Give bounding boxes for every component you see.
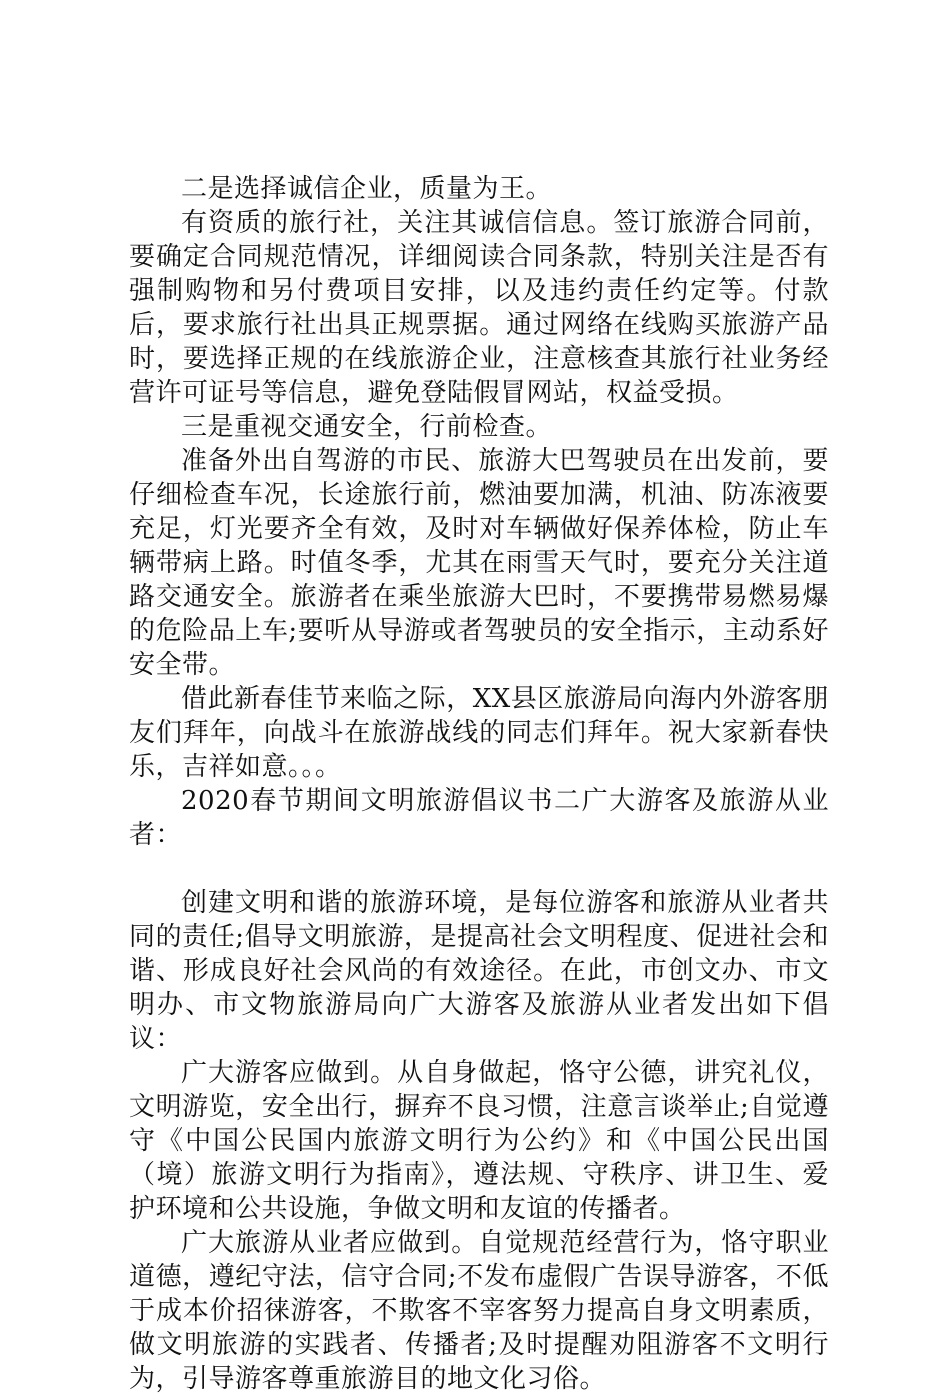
paragraph-proposal-heading: 2020春节期间文明旅游倡议书二广大游客及旅游从业者： <box>129 786 829 850</box>
paragraph-civilized-environment: 创建文明和谐的旅游环境，是每位游客和旅游从业者共同的责任;倡导文明旅游，是提高社会文明程度、促进社会和谐、形成良好社会风尚的有效途径。在此，市创文办、市文明办、市文物旅游局向广大游客及旅游从业者发出如下倡议： <box>129 888 829 1054</box>
blank-line <box>129 852 829 886</box>
paragraph-qualified-travel-agency: 有资质的旅行社，关注其诚信信息。签订旅游合同前，要确定合同规范情况，详细阅读合同条款，特别关注是否有强制购物和另付费项目安排，以及违约责任约定等。付款后，要求旅行社出具正规票据。通过网络在线购买旅游产品时，要选择正规的在线旅游企业，注意核查其旅行社业务经营许可证号等信息，避免登陆假冒网站，权益受损。 <box>129 208 829 408</box>
paragraph-traffic-safety: 三是重视交通安全，行前检查。 <box>181 412 553 442</box>
paragraph-practitioners-should: 广大旅游从业者应做到。自觉规范经营行为，恪守职业道德，遵纪守法，信守合同;不发布虚假广告误导游客，不低于成本价招徕游客，不欺客不宰客努力提高自身文明素质，做文明旅游的实践者、传播者;及时提醒劝阻游客不文明行为，引导游客尊重旅游目的地文化习俗。 <box>129 1228 829 1394</box>
paragraph-vehicle-check: 准备外出自驾游的市民、旅游大巴驾驶员在出发前，要仔细检查车况，长途旅行前，燃油要加满，机油、防冻液要充足，灯光要齐全有效，及时对车辆做好保养体检，防止车辆带病上路。时值冬季，尤其在雨雪天气时，要充分关注道路交通安全。旅游者在乘坐旅游大巴时，不要携带易燃易爆的危险品上车;要听从导游或者驾驶员的安全指示，主动系好安全带。 <box>129 446 829 680</box>
paragraph-tourists-should: 广大游客应做到。从自身做起，恪守公德，讲究礼仪，文明游览，安全出行，摒弃不良习惯，注意言谈举止;自觉遵守《中国公民国内旅游文明行为公约》和《中国公民出国（境）旅游文明行为指南》，遵法规、守秩序、讲卫生、爱护环境和公共设施，争做文明和友谊的传播者。 <box>129 1058 829 1224</box>
document-body <box>129 172 829 1396</box>
paragraph-new-year-greeting: 借此新春佳节来临之际，XX县区旅游局向海内外游客朋友们拜年，向战斗在旅游战线的同志们拜年。祝大家新春快乐，吉祥如意。。。 <box>129 684 829 782</box>
paragraph-choose-honest-enterprise: 二是选择诚信企业，质量为王。 <box>181 174 553 204</box>
